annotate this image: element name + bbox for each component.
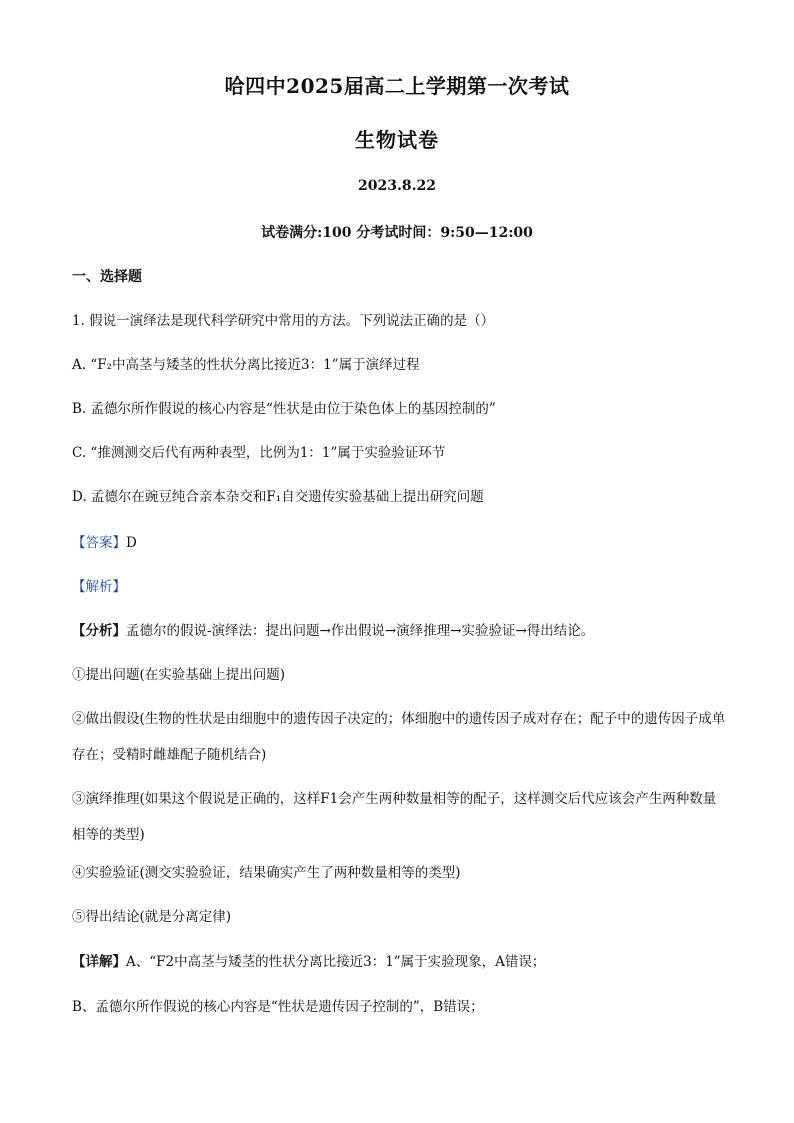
answer-label: 【答案】 <box>72 535 126 551</box>
section-title: 一、选择题 <box>72 269 142 285</box>
option-b: B. 孟德尔所作假说的核心内容是“性状是由位于染色体上的基因控制的” <box>72 401 496 417</box>
option-d: D. 孟德尔在豌豆纯合亲本杂交和F₁自交遗传实验基础上提出研究问题 <box>72 489 484 505</box>
exam-title: 哈四中2025届高二上学期第一次考试 <box>224 74 570 98</box>
answer-value: D <box>126 535 137 551</box>
analysis-text: 孟德尔的假说-演绎法：提出问题→作出假说→演绎推理→实验验证→得出结论。 <box>126 623 595 639</box>
detail-text-a: A、“F2中高茎与矮茎的性状分离比接近3：1”属于实验现象，A错误； <box>126 954 546 970</box>
analysis-step-1: ①提出问题(在实验基础上提出问题) <box>72 667 286 683</box>
analysis-heading <box>72 576 727 598</box>
analysis-step-2: ②做出假设(生物的性状是由细胞中的遗传因子决定的；体细胞中的遗传因子成对存在；配子中的遗传因子成单存在；受精时雌雄配子随机结合) <box>72 711 726 763</box>
exam-subtitle: 生物试卷 <box>355 128 439 152</box>
detail-line-a <box>72 951 727 973</box>
detail-label: 【详解】 <box>72 954 126 970</box>
exam-date: 2023.8.22 <box>358 178 436 194</box>
analysis-intro <box>72 620 727 642</box>
option-a: A. “F₂中高茎与矮茎的性状分离比接近3：1”属于演绎过程 <box>72 357 420 373</box>
analysis-step-3: ③演绎推理(如果这个假说是正确的，这样F1会产生两种数量相等的配子，这样测交后代应该会产生两种数量相等的类型) <box>72 791 717 843</box>
analysis-step-5: ⑤得出结论(就是分离定律) <box>72 909 232 925</box>
analysis-sub-label: 【分析】 <box>72 623 126 639</box>
detail-line-b: B、孟德尔所作假说的核心内容是“性状是遗传因子控制的”，B错误； <box>72 999 484 1015</box>
question-stem: 1. 假说一演绎法是现代科学研究中常用的方法。下列说法正确的是（） <box>72 313 495 329</box>
analysis-label: 【解析】 <box>72 579 126 595</box>
option-c: C. “推测测交后代有两种表型，比例为1：1”属于实验验证环节 <box>72 445 446 461</box>
analysis-step-4: ④实验验证(测交实验验证，结果确实产生了两种数量相等的类型) <box>72 865 461 881</box>
exam-meta: 试卷满分:100 分考试时间：9:50—12:00 <box>261 225 533 241</box>
answer-line <box>72 532 727 554</box>
